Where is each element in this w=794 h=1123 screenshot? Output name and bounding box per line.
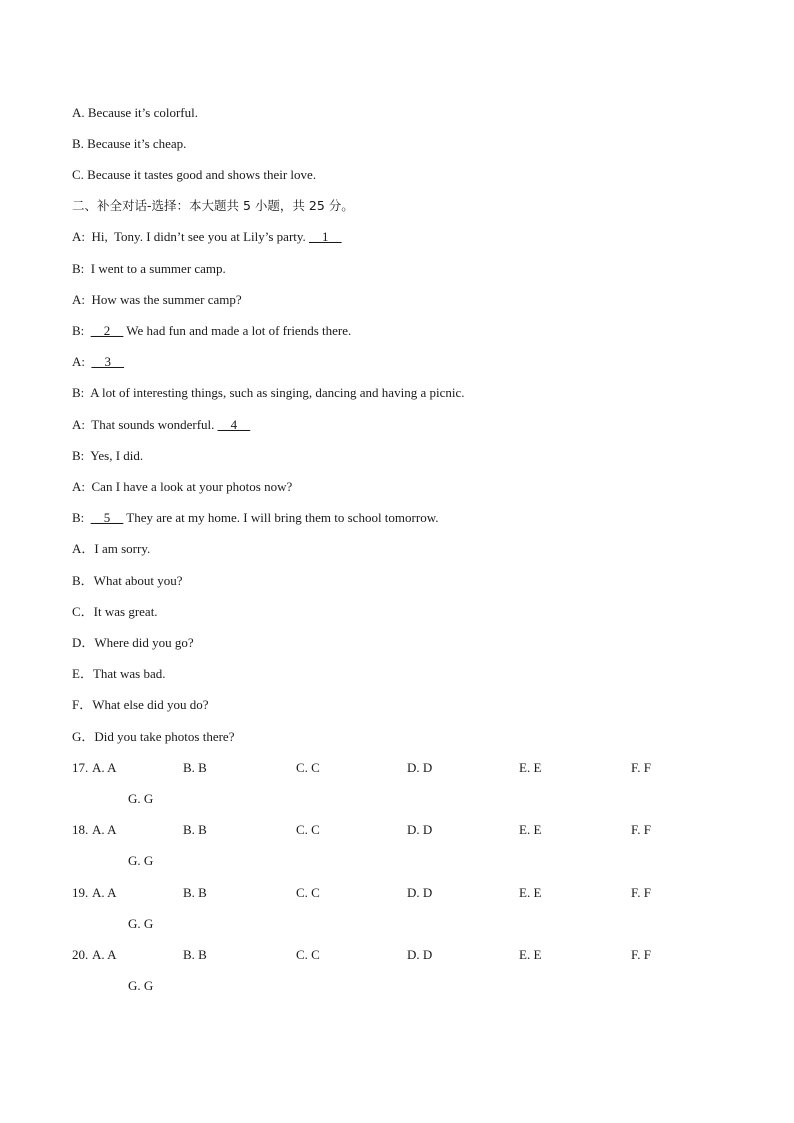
option-b[interactable]: B. B	[183, 947, 207, 962]
dialogue-text: We had fun and made a lot of friends there.	[123, 323, 352, 338]
dialogue-text: A: How was the summer camp?	[72, 292, 242, 307]
option-e[interactable]: E. E	[519, 885, 542, 900]
dialogue-line	[72, 448, 143, 464]
option-d[interactable]: D. D	[407, 822, 433, 837]
option-c[interactable]: C. C	[296, 760, 320, 775]
option-a[interactable]: A. A	[92, 822, 117, 837]
dialogue-text: B: I went to a summer camp.	[72, 261, 226, 276]
question-17-row	[72, 760, 712, 776]
dialogue-line	[72, 354, 124, 370]
option-d[interactable]: D. D	[407, 760, 433, 775]
question-number: 17.	[72, 760, 89, 775]
choice-d: D．Where did you go?	[72, 635, 194, 650]
choice-a: A．I am sorry.	[72, 541, 151, 556]
option-f[interactable]: F. F	[631, 760, 651, 775]
dialogue-text: B: Yes, I did.	[72, 448, 144, 463]
option-a[interactable]: A. A	[92, 885, 117, 900]
blank-3: __3__	[91, 354, 124, 369]
blank-5: __5__	[90, 510, 124, 525]
question-18-row	[72, 822, 712, 838]
option-g[interactable]: G. G	[128, 853, 154, 868]
dialogue-text: A:	[72, 354, 92, 369]
question-18-row-2	[72, 853, 712, 869]
dialogue-text: B:	[72, 510, 91, 525]
question-19-row	[72, 885, 712, 901]
dialogue-text: A: Hi, Tony. I didn’t see you at Lily’s party.	[72, 229, 310, 244]
option-f[interactable]: F. F	[631, 885, 651, 900]
dialogue-text: B: A lot of interesting things, such as singing, dancing and having a picnic.	[72, 385, 465, 400]
question-19-row-2	[72, 916, 712, 932]
choice-e: E．That was bad.	[72, 666, 166, 681]
option-a[interactable]: A. A	[92, 947, 117, 962]
question-17-row-2	[72, 791, 712, 807]
prev-option-b: B. Because it’s cheap.	[72, 136, 187, 151]
choice-f: F．What else did you do?	[72, 697, 209, 712]
option-f[interactable]: F. F	[631, 947, 651, 962]
blank-2: __2__	[90, 323, 124, 338]
choice-c: C．It was great.	[72, 604, 158, 619]
question-20-row-2	[72, 978, 712, 994]
question-20-row	[72, 947, 712, 963]
option-f[interactable]: F. F	[631, 822, 651, 837]
choice-b: B．What about you?	[72, 573, 183, 588]
question-number: 19.	[72, 885, 89, 900]
dialogue-line	[72, 479, 292, 495]
option-g[interactable]: G. G	[128, 791, 154, 806]
dialogue-line	[72, 323, 351, 339]
option-b[interactable]: B. B	[183, 822, 207, 837]
section-heading: 二、补全对话-选择：本大题共 5 小题，共 25 分。	[72, 198, 354, 213]
option-e[interactable]: E. E	[519, 947, 542, 962]
option-c[interactable]: C. C	[296, 822, 320, 837]
option-d[interactable]: D. D	[407, 947, 433, 962]
dialogue-text: A: Can I have a look at your photos now?	[72, 479, 293, 494]
option-b[interactable]: B. B	[183, 760, 207, 775]
dialogue-line	[72, 510, 438, 526]
option-g[interactable]: G. G	[128, 978, 154, 993]
option-a[interactable]: A. A	[92, 760, 117, 775]
blank-4: __4__	[217, 417, 251, 432]
option-c[interactable]: C. C	[296, 885, 320, 900]
dialogue-text: B:	[72, 323, 91, 338]
dialogue-line	[72, 292, 242, 308]
prev-option-c: C. Because it tastes good and shows their love.	[72, 167, 317, 182]
choice-g: G．Did you take photos there?	[72, 729, 235, 744]
blank-1: __1__	[309, 229, 342, 244]
option-d[interactable]: D. D	[407, 885, 433, 900]
question-number: 18.	[72, 822, 89, 837]
dialogue-text: They are at my home. I will bring them to school tomorrow.	[123, 510, 439, 525]
dialogue-line	[72, 385, 464, 401]
dialogue-text: A: That sounds wonderful.	[72, 417, 218, 432]
option-e[interactable]: E. E	[519, 822, 542, 837]
dialogue-line	[72, 261, 226, 277]
option-e[interactable]: E. E	[519, 760, 542, 775]
option-g[interactable]: G. G	[128, 916, 154, 931]
option-c[interactable]: C. C	[296, 947, 320, 962]
option-b[interactable]: B. B	[183, 885, 207, 900]
prev-option-a: A. Because it’s colorful.	[72, 105, 198, 120]
dialogue-line	[72, 229, 342, 245]
dialogue-line	[72, 417, 250, 433]
question-number: 20.	[72, 947, 89, 962]
